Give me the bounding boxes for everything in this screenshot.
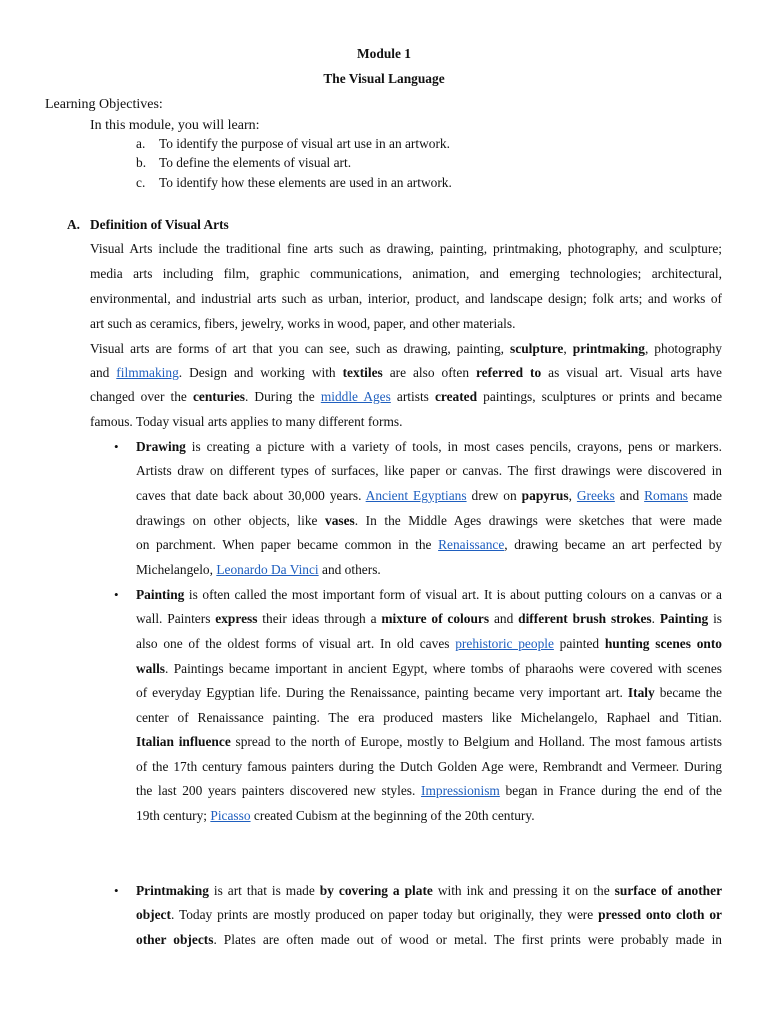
objectives-intro: In this module, you will learn: <box>90 118 260 133</box>
bullet-line: Italian influence spread to the north of Europe, mostly to Belgium and Holland. The most famous artists <box>136 734 723 749</box>
bullet-line: wall. Painters express their ideas through a mixture of colours and different brush strokes. Painting is <box>136 611 723 626</box>
renaissance-link[interactable]: Renaissance <box>438 537 505 552</box>
bullet-line: the last 200 years painters discovered new styles. Impressionism began in France during the end of the <box>136 783 722 798</box>
paragraph-line: changed over the centuries. During the middle Ages artists created paintings, sculptures or prints and became <box>90 389 723 404</box>
bullet-line: Drawing is creating a picture with a variety of tools, in most cases pencils, crayons, pens or markers. <box>136 439 722 454</box>
paragraph-line: Visual arts are forms of art that you can see, such as drawing, painting, sculpture, printmaking, photography <box>90 341 722 356</box>
objective-marker: b. <box>136 155 147 170</box>
objective-marker: a. <box>136 136 146 151</box>
module-title: Module 1 <box>357 46 411 61</box>
bullet-dot: • <box>114 883 119 898</box>
bullet-line: walls. Paintings became important in ancient Egypt, where tombs of pharaohs were covered with scenes <box>136 661 722 676</box>
section-heading: Definition of Visual Arts <box>90 217 229 232</box>
paragraph-line: Visual Arts include the traditional fine arts such as drawing, painting, printmaking, photography, and sculpture; <box>90 241 722 256</box>
objectives-heading: Learning Objectives: <box>45 97 163 112</box>
bullet-line: on parchment. When paper became common in the Renaissance, drawing became an art perfected by <box>136 537 722 552</box>
bullet-line: caves that date back about 30,000 years. Ancient Egyptians drew on papyrus, Greeks and Romans made <box>136 488 723 503</box>
impressionism-link[interactable]: Impressionism <box>421 783 500 798</box>
section-marker: A. <box>67 217 81 232</box>
bullet-line: of the 17th century famous painters during the Dutch Golden Age were, Rembrandt and Vermeer. During <box>136 759 722 774</box>
painting-term: Painting <box>136 587 185 602</box>
bullet-line: center of Renaissance painting. The era produced masters like Michelangelo, Raphael and Titian. <box>136 710 722 725</box>
prehistoric-people-link[interactable]: prehistoric people <box>455 636 554 651</box>
module-subtitle: The Visual Language <box>323 71 445 86</box>
objective-item: To define the elements of visual art. <box>159 155 352 170</box>
objective-marker: c. <box>136 175 146 190</box>
bullet-line: Painting is often called the most important form of visual art. It is about putting colours on a canvas or a <box>136 587 722 602</box>
picasso-link[interactable]: Picasso <box>210 808 251 823</box>
bullet-line: Michelangelo, Leonardo Da Vinci and others. <box>136 562 381 577</box>
bullet-line: other objects. Plates are often made out of wood or metal. The first prints were probably made in <box>136 932 722 947</box>
paragraph-line: environmental, and industrial arts such as urban, interior, product, and landscape design; folk arts; and works of <box>90 291 722 306</box>
bullet-line: also one of the oldest forms of visual art. In old caves prehistoric people painted hunting scenes onto <box>136 636 722 651</box>
bullet-line: of everyday Egyptian life. During the Renaissance, painting became very important art. Italy became the <box>136 685 722 700</box>
romans-link[interactable]: Romans <box>644 488 689 503</box>
printmaking-term: Printmaking <box>136 883 209 898</box>
bullet-line: drawings on other objects, like vases. In the Middle Ages drawings were sketches that were made <box>136 513 722 528</box>
leonardo-da-vinci-link[interactable]: Leonardo Da Vinci <box>216 562 319 577</box>
bullet-line: Artists draw on different types of surfaces, like paper or canvas. The first drawings were discovered in <box>136 463 722 478</box>
bullet-line: 19th century; Picasso created Cubism at the beginning of the 20th century. <box>136 808 535 823</box>
greeks-link[interactable]: Greeks <box>576 488 615 503</box>
bullet-line: object. Today prints are mostly produced on paper today but originally, they were pressed onto cloth or <box>136 907 722 922</box>
ancient-egyptians-link[interactable]: Ancient Egyptians <box>365 488 467 503</box>
bullet-dot: • <box>114 439 119 454</box>
middle-ages-link[interactable]: middle Ages <box>320 389 391 404</box>
objective-item: To identify the purpose of visual art use in an artwork. <box>159 136 450 151</box>
bullet-dot: • <box>114 587 119 602</box>
filmmaking-link[interactable]: filmmaking <box>116 365 179 380</box>
drawing-term: Drawing <box>136 439 186 454</box>
paragraph-line: famous. Today visual arts applies to many different forms. <box>90 414 403 429</box>
paragraph-line: media arts including film, graphic communications, animation, and emerging technologies; architectural, <box>90 266 722 281</box>
paragraph-line: art such as ceramics, fibers, jewelry, works in wood, paper, and other materials. <box>90 316 516 331</box>
paragraph-line: and filmmaking. Design and working with textiles are also often referred to as visual art. Visual arts have <box>90 365 723 380</box>
bullet-line: Printmaking is art that is made by covering a plate with ink and pressing it on the surface of another <box>136 883 723 898</box>
objective-item: To identify how these elements are used in an artwork. <box>159 175 452 190</box>
